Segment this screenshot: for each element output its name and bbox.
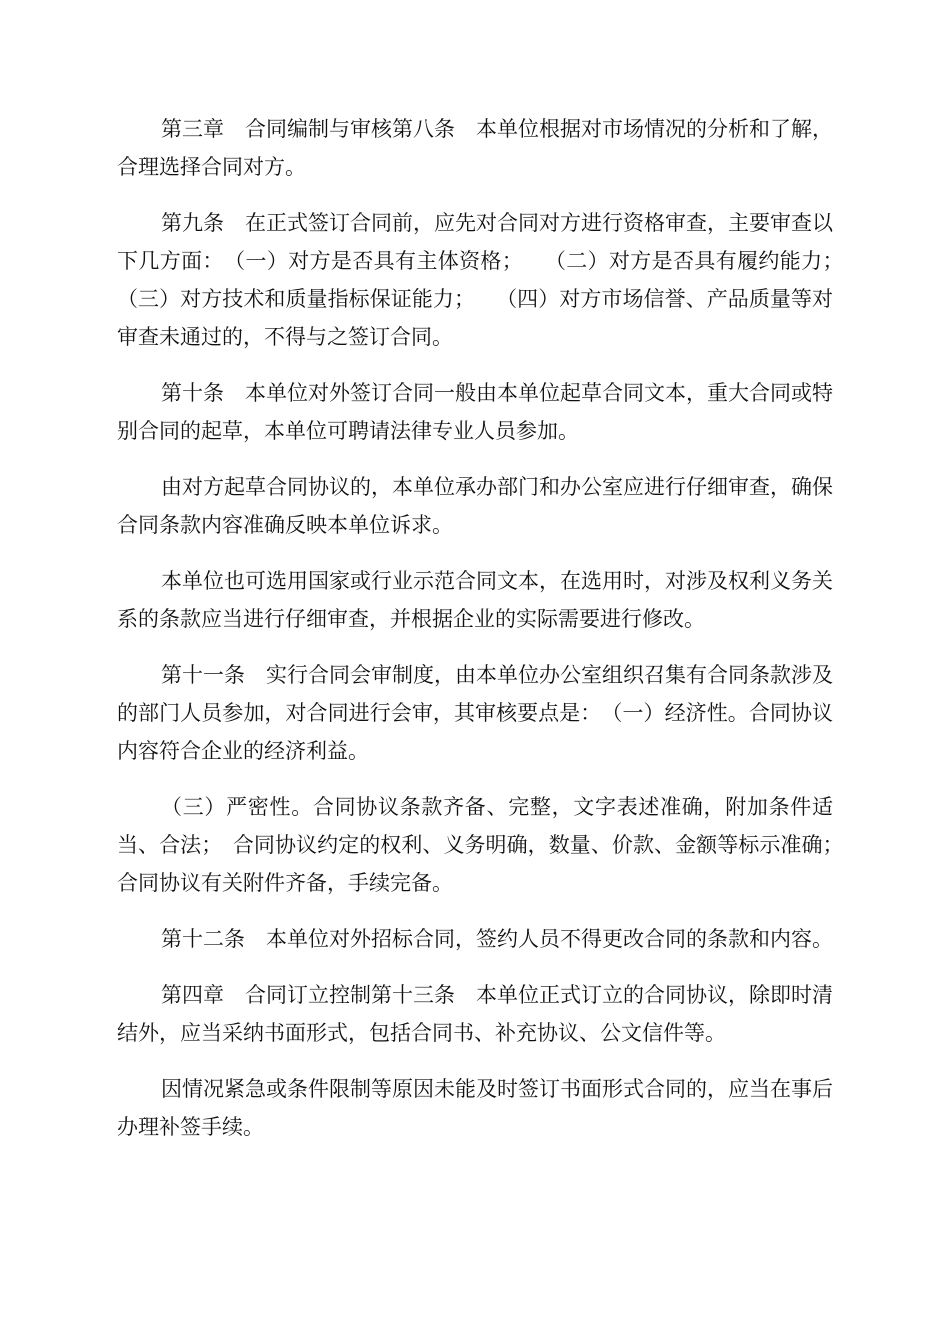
paragraph-supplementary-signing: 因情况紧急或条件限制等原因未能及时签订书面形式合同的，应当在事后办理补签手续。 [117, 1077, 833, 1139]
paragraph-counterparty-draft: 由对方起草合同协议的，本单位承办部门和办公室应进行仔细审查，确保合同条款内容准确反映本单位诉求。 [117, 475, 833, 537]
paragraph-article10: 第十条 本单位对外签订合同一般由本单位起草合同文本，重大合同或特别合同的起草，本单位可聘请法律专业人员参加。 [117, 381, 833, 443]
paragraph-rigor: （三）严密性。合同协议条款齐备、完整，文字表述准确，附加条件适当、合法； 合同协议约定的权利、义务明确，数量、价款、金额等标示准确； 合同协议有关附件齐备，手续完备。 [117, 795, 854, 895]
paragraph-article9: 第九条 在正式签订合同前，应先对合同对方进行资格审查，主要审查以下几方面： （一）对方是否具有主体资格； （二）对方是否具有履约能力； （三）对方技术和质量指标保证能力； （四）对方市场信誉、产品质量等对审查未通过的，不得与之签订合同。 [117, 211, 875, 349]
paragraph-article12: 第十二条 本单位对外招标合同，签约人员不得更改合同的条款和内容。 [161, 927, 833, 951]
document-body [117, 110, 875, 1164]
paragraph-article11: 第十一条 实行合同会审制度，由本单位办公室组织召集有合同条款涉及的部门人员参加，对合同进行会审，其审核要点是： （一）经济性。合同协议内容符合企业的经济利益。 [117, 663, 833, 763]
paragraph-model-contract: 本单位也可选用国家或行业示范合同文本，在选用时，对涉及权利义务关系的条款应当进行仔细审查，并根据企业的实际需要进行修改。 [117, 569, 833, 631]
paragraph-chapter4-article13: 第四章 合同订立控制第十三条 本单位正式订立的合同协议，除即时清结外，应当采纳书面形式，包括合同书、补充协议、公文信件等。 [117, 983, 833, 1045]
paragraph-chapter3-article8: 第三章 合同编制与审核第八条 本单位根据对市场情况的分析和了解，合理选择合同对方。 [117, 117, 833, 179]
